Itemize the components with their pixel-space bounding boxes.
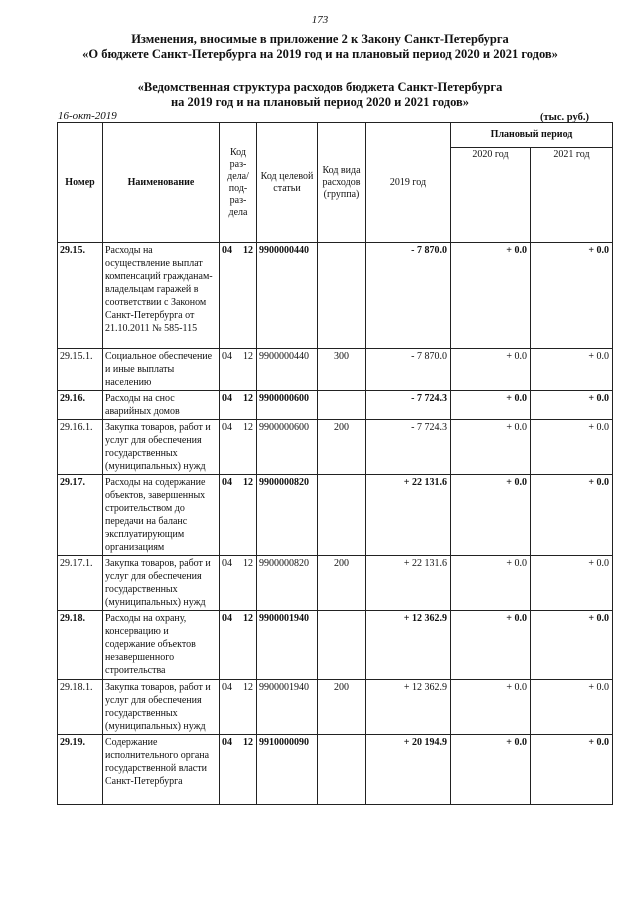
- row-razdel: [220, 475, 257, 556]
- row-2019-value: + 22 131.6: [366, 556, 451, 611]
- row-csr: 9900000820: [257, 475, 318, 556]
- row-razdel: [220, 556, 257, 611]
- row-podrazdel-code: 12: [243, 477, 253, 488]
- row-2019-value: + 22 131.6: [366, 475, 451, 556]
- document-subtitle: [0, 80, 640, 110]
- header-name: Наименование: [103, 123, 220, 243]
- page-number: 173: [311, 14, 329, 26]
- row-razdel: [220, 243, 257, 349]
- row-vr: 200: [318, 420, 366, 475]
- units-label: (тыс. руб.): [540, 112, 589, 123]
- row-name: Расходы на содержание объектов, завершенных строительством до передачи на баланс эксплуатирующим организациям: [103, 475, 220, 556]
- table-row: [58, 391, 613, 420]
- row-2021-value: + 0.0: [531, 611, 613, 680]
- row-razdel: [220, 349, 257, 391]
- row-vr: [318, 475, 366, 556]
- row-name: Социальное обеспечение и иные выплаты населению: [103, 349, 220, 391]
- header-2019: 2019 год: [366, 123, 451, 243]
- row-2021-value: + 0.0: [531, 420, 613, 475]
- row-name: Расходы на охрану, консервацию и содержание объектов незавершенного строительства: [103, 611, 220, 680]
- row-2021-value: + 0.0: [531, 556, 613, 611]
- header-number: Номер: [58, 123, 103, 243]
- row-razdel: [220, 420, 257, 475]
- row-number: 29.15.: [58, 243, 103, 349]
- row-podrazdel-code: 12: [243, 613, 253, 624]
- row-2020-value: + 0.0: [451, 735, 531, 805]
- document-subtitle-line-1: «Ведомственная структура расходов бюджета Санкт-Петербурга: [137, 80, 503, 94]
- row-number: 29.16.: [58, 391, 103, 420]
- row-vr: [318, 735, 366, 805]
- row-2020-value: + 0.0: [451, 611, 531, 680]
- row-name: Расходы на снос аварийных домов: [103, 391, 220, 420]
- row-2021-value: + 0.0: [531, 475, 613, 556]
- row-csr: 9900000600: [257, 391, 318, 420]
- row-razdel-code: 04: [222, 245, 232, 256]
- row-number: 29.18.: [58, 611, 103, 680]
- header-razdel: Код раз-дела/ под-раз-дела: [220, 123, 257, 243]
- row-razdel-code: 04: [222, 613, 232, 624]
- row-number: 29.17.: [58, 475, 103, 556]
- row-2021-value: + 0.0: [531, 243, 613, 349]
- document-title: [0, 32, 640, 62]
- row-csr: 9900001940: [257, 611, 318, 680]
- row-razdel-code: 04: [222, 351, 232, 362]
- row-vr: [318, 391, 366, 420]
- row-number: 29.15.1.: [58, 349, 103, 391]
- row-number: 29.19.: [58, 735, 103, 805]
- row-2019-value: + 12 362.9: [366, 680, 451, 735]
- row-razdel-code: 04: [222, 477, 232, 488]
- header-2020: 2020 год: [451, 148, 531, 243]
- row-razdel: [220, 391, 257, 420]
- row-razdel-code: 04: [222, 393, 232, 404]
- row-razdel: [220, 611, 257, 680]
- row-csr: 9900000440: [257, 243, 318, 349]
- document-date: 16-окт-2019: [58, 110, 117, 122]
- table-row: [58, 420, 613, 475]
- header-2021: 2021 год: [531, 148, 613, 243]
- row-razdel-code: 04: [222, 737, 232, 748]
- document-title-line-2: «О бюджете Санкт-Петербурга на 2019 год и на плановый период 2020 и 2021 годов»: [82, 47, 558, 61]
- header-csr: Код целевой статьи: [257, 123, 318, 243]
- row-name: Расходы на осуществление выплат компенсаций гражданам-владельцам гаражей в соответствии с Законом Санкт-Петербурга от 21.10.2011 № 585-115: [103, 243, 220, 349]
- row-number: 29.18.1.: [58, 680, 103, 735]
- table-row: [58, 556, 613, 611]
- table-row: [58, 735, 613, 805]
- header-planned-period: Плановый период: [451, 123, 613, 148]
- row-name: Закупка товаров, работ и услуг для обеспечения государственных (муниципальных) нужд: [103, 556, 220, 611]
- row-razdel: [220, 680, 257, 735]
- table-row: [58, 475, 613, 556]
- row-vr: [318, 243, 366, 349]
- row-vr: 200: [318, 556, 366, 611]
- row-2019-value: - 7 870.0: [366, 243, 451, 349]
- row-number: 29.17.1.: [58, 556, 103, 611]
- row-podrazdel-code: 12: [243, 245, 253, 256]
- row-2020-value: + 0.0: [451, 680, 531, 735]
- row-number: 29.16.1.: [58, 420, 103, 475]
- document-title-line-1: Изменения, вносимые в приложение 2 к Закону Санкт-Петербурга: [131, 32, 509, 46]
- row-podrazdel-code: 12: [243, 393, 253, 404]
- budget-table: [57, 122, 613, 805]
- table-row: [58, 349, 613, 391]
- table-row: [58, 680, 613, 735]
- row-vr: 200: [318, 680, 366, 735]
- row-2019-value: - 7 870.0: [366, 349, 451, 391]
- row-2021-value: + 0.0: [531, 735, 613, 805]
- row-csr: 9900000440: [257, 349, 318, 391]
- row-2020-value: + 0.0: [451, 420, 531, 475]
- row-2021-value: + 0.0: [531, 391, 613, 420]
- row-2020-value: + 0.0: [451, 243, 531, 349]
- table-row: [58, 611, 613, 680]
- row-csr: 9900000820: [257, 556, 318, 611]
- row-razdel: [220, 735, 257, 805]
- row-2019-value: - 7 724.3: [366, 420, 451, 475]
- row-name: Закупка товаров, работ и услуг для обеспечения государственных (муниципальных) нужд: [103, 680, 220, 735]
- row-podrazdel-code: 12: [243, 737, 253, 748]
- row-podrazdel-code: 12: [243, 351, 253, 362]
- row-podrazdel-code: 12: [243, 682, 253, 693]
- row-podrazdel-code: 12: [243, 558, 253, 569]
- document-subtitle-line-2: на 2019 год и на плановый период 2020 и 2021 годов»: [170, 95, 470, 109]
- row-name: Закупка товаров, работ и услуг для обеспечения государственных (муниципальных) нужд: [103, 420, 220, 475]
- row-2019-value: + 12 362.9: [366, 611, 451, 680]
- row-razdel-code: 04: [222, 558, 232, 569]
- row-vr: 300: [318, 349, 366, 391]
- row-razdel-code: 04: [222, 682, 232, 693]
- row-csr: 9910000090: [257, 735, 318, 805]
- row-2021-value: + 0.0: [531, 680, 613, 735]
- row-name: Содержание исполнительного органа государственной власти Санкт-Петербурга: [103, 735, 220, 805]
- row-2020-value: + 0.0: [451, 556, 531, 611]
- row-razdel-code: 04: [222, 422, 232, 433]
- row-csr: 9900001940: [257, 680, 318, 735]
- row-2020-value: + 0.0: [451, 349, 531, 391]
- row-2020-value: + 0.0: [451, 391, 531, 420]
- row-2021-value: + 0.0: [531, 349, 613, 391]
- header-vr: Код вида расходов (группа): [318, 123, 366, 243]
- row-vr: [318, 611, 366, 680]
- row-csr: 9900000600: [257, 420, 318, 475]
- row-2020-value: + 0.0: [451, 475, 531, 556]
- table-row: [58, 243, 613, 349]
- row-2019-value: + 20 194.9: [366, 735, 451, 805]
- row-2019-value: - 7 724.3: [366, 391, 451, 420]
- row-podrazdel-code: 12: [243, 422, 253, 433]
